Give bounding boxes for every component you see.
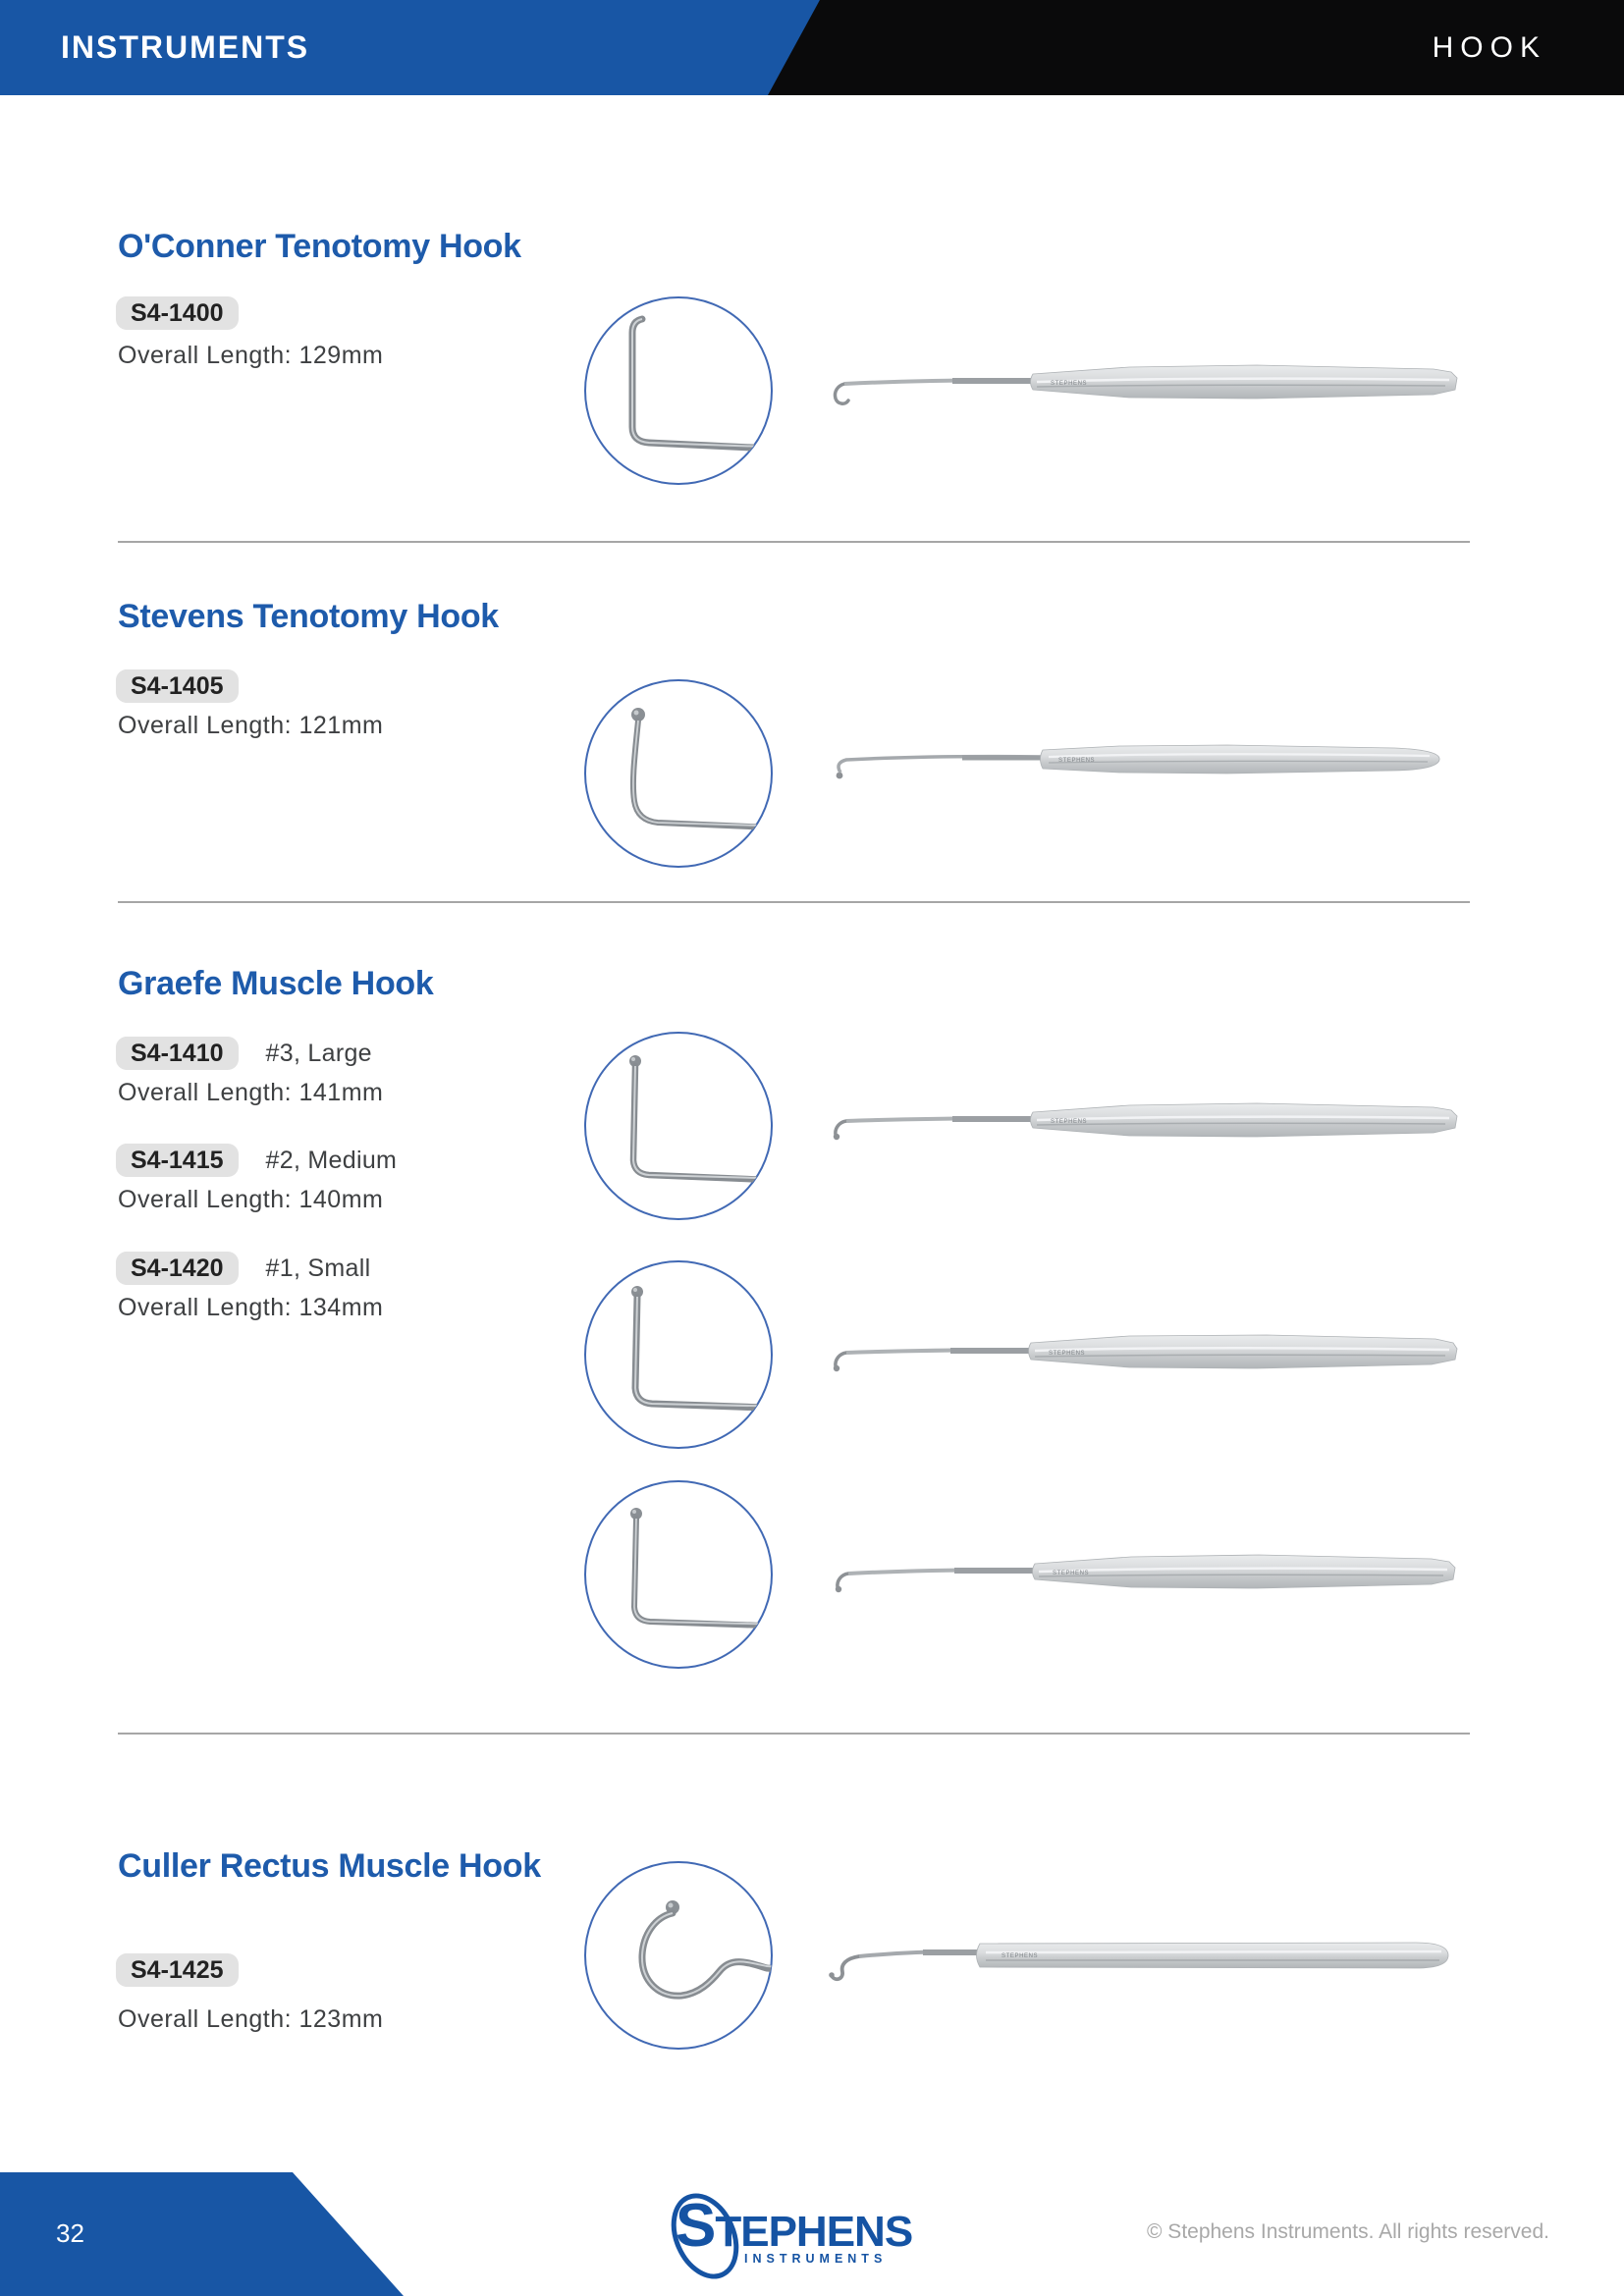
page-header-band	[0, 0, 1624, 95]
logo-subtext: INSTRUMENTS	[744, 2252, 888, 2266]
handle-brand-mark: STEPHENS	[1051, 1119, 1088, 1125]
product-item	[116, 669, 239, 703]
section-title-stevens: Stevens Tenotomy Hook	[118, 598, 499, 635]
instrument-photo-oconner	[805, 339, 1492, 427]
section-title-culler: Culler Rectus Muscle Hook	[118, 1847, 541, 1885]
handle-brand-mark: STEPHENS	[1058, 758, 1096, 764]
instrument-photo-culler	[805, 1911, 1492, 2000]
sku-badge: S4-1425	[116, 1953, 239, 1987]
overall-length-text: Overall Length: 140mm	[118, 1186, 384, 1213]
overall-length-text: Overall Length: 129mm	[118, 342, 384, 369]
sku-badge: S4-1405	[116, 669, 239, 703]
overall-length-text: Overall Length: 123mm	[118, 2005, 384, 2033]
instrument-photo-graefe-medium	[805, 1308, 1492, 1397]
handle-brand-mark: STEPHENS	[1001, 1953, 1039, 1959]
detail-circle-graefe-large	[582, 1030, 775, 1222]
variant-label: #1, Small	[265, 1254, 371, 1282]
section-divider	[118, 901, 1470, 903]
detail-circle-graefe-medium	[582, 1258, 775, 1451]
logo-wordmark: STEPHENS	[676, 2192, 913, 2260]
header-section-label: HOOK	[1432, 30, 1546, 64]
header-category-label: INSTRUMENTS	[61, 29, 310, 65]
overall-length-text: Overall Length: 134mm	[118, 1294, 384, 1321]
sku-badge: S4-1400	[116, 296, 239, 330]
overall-length-text: Overall Length: 141mm	[118, 1079, 384, 1106]
variant-label: #3, Large	[265, 1039, 372, 1067]
section-divider	[118, 1733, 1470, 1735]
detail-circle-culler	[582, 1859, 775, 2052]
product-item	[116, 1953, 239, 1987]
page-number: 32	[56, 2218, 84, 2248]
instrument-photo-graefe-large	[805, 1077, 1492, 1165]
sku-badge: S4-1415	[116, 1144, 239, 1177]
detail-circle-oconner	[582, 294, 775, 487]
product-item	[116, 296, 239, 330]
instrument-photo-stevens	[805, 716, 1492, 804]
variant-label: #2, Medium	[265, 1146, 398, 1174]
detail-circle-graefe-small	[582, 1478, 775, 1671]
stephens-logo	[676, 2192, 931, 2273]
detail-circle-stevens	[582, 677, 775, 870]
handle-brand-mark: STEPHENS	[1049, 1351, 1086, 1357]
sku-badge: S4-1410	[116, 1037, 239, 1070]
section-title-graefe: Graefe Muscle Hook	[118, 965, 434, 1002]
overall-length-text: Overall Length: 121mm	[118, 712, 384, 739]
copyright-text: © Stephens Instruments. All rights reserved.	[1147, 2220, 1549, 2243]
handle-brand-mark: STEPHENS	[1051, 381, 1088, 387]
sku-badge: S4-1420	[116, 1252, 239, 1285]
product-item	[116, 1144, 397, 1177]
section-divider	[118, 541, 1470, 543]
section-title-oconner: O'Conner Tenotomy Hook	[118, 228, 521, 265]
product-item	[116, 1037, 372, 1070]
handle-brand-mark: STEPHENS	[1053, 1571, 1090, 1576]
product-item	[116, 1252, 370, 1285]
instrument-photo-graefe-small	[805, 1528, 1492, 1617]
